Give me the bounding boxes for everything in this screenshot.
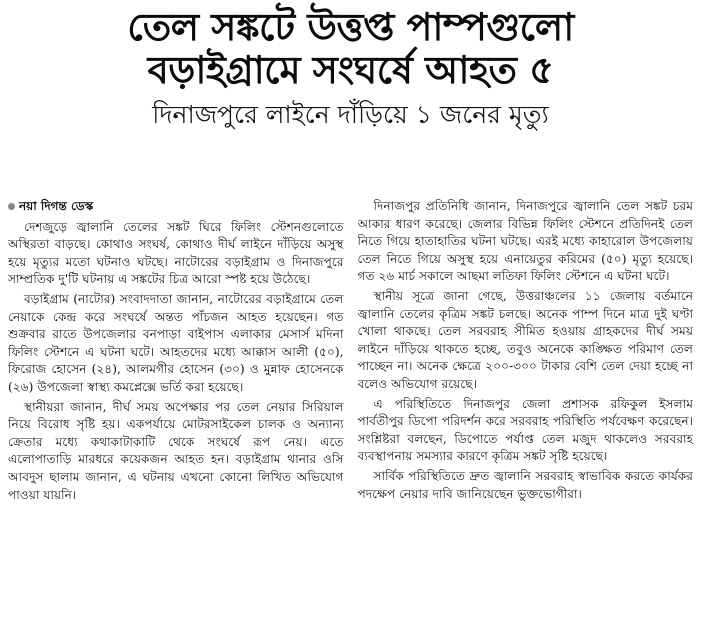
headline-line-1: তেল সঙ্কটে উত্তপ্ত পাম্পগুলো bbox=[127, 5, 574, 49]
byline bbox=[8, 198, 344, 216]
article-column-left bbox=[8, 198, 344, 623]
headline bbox=[8, 6, 693, 91]
article-column-right bbox=[358, 198, 694, 623]
bullet-icon bbox=[8, 203, 15, 210]
paragraph: স্থানীয় সূত্রে জানা গেছে, উত্তরাঞ্চলের ১১ জেলায় বর্তমানে জ্বালানি তেলের কৃত্রিম সঙ্কট চলছে। অনেক পাম্প দিনে মাত্র দুই ঘণ্টা খোলা থাকছে। তেল সরবরাহ সীমিত হওয়ায় গ্রাহকদের দীর্ঘ সময় লাইনে দাঁড়িয়ে থাকতে হচ্ছে, তবুও অনেকে কাঙ্ক্ষিত পরিমাণ তেল পাচ্ছেন না। অনেক ক্ষেত্রে ২০০-৩০০ টাকার বেশি তেল দেয়া হচ্ছে না বলেও অভিযোগ রয়েছে। bbox=[357, 288, 693, 391]
subheadline: দিনাজপুরে লাইনে দাঁড়িয়ে ১ জনের মৃত্যু bbox=[152, 100, 549, 130]
paragraph: স্থানীয়রা জানান, দীর্ঘ সময় অপেক্ষার পর তেল নেয়ার সিরিয়াল নিয়ে বিরোধ সৃষ্টি হয়। একপর্যায়ে মোটরসাইকেল চালক ও অন্যান্য ক্রেতার মধ্যে কথাকাটাকাটি থেকে সংঘর্ষে রূপ নেয়। এতে এলোপাতাড়ি মারধরে কয়েকজন আহত হন। বড়াইগ্রাম থানার ওসি আবদুস ছালাম জানান, এ ঘটনায় এখনো কোনো লিখিত অভিযোগ পাওয়া যায়নি। bbox=[8, 399, 344, 502]
paragraph: দিনাজপুর প্রতিনিধি জানান, দিনাজপুরে জ্বালানি তেল সঙ্কট চরম আকার ধারণ করেছে। জেলার বিভিন্ন ফিলিং স্টেশনে প্রতিদিনই তেল নিতে গিয়ে হাতাহাতির ঘটনা ঘটছে। এরই মধ্যে কাহারোল উপজেলায় তেল নিতে গিয়ে অসুস্থ হয়ে এনায়েতুর করিমের (৫০) মৃত্যু হয়েছে। গত ২৬ মার্চ সকালে আছমা লতিফা ফিলিং স্টেশনে এ ঘটনা ঘটে। bbox=[357, 199, 693, 284]
byline-text: নয়া দিগন্ত ডেস্ক bbox=[19, 199, 94, 213]
paragraph: বড়াইগ্রাম (নাটোর) সংবাদদাতা জানান, নাটোরের বড়াইগ্রামে তেল নেয়াকে কেন্দ্র করে সংঘর্ষে অন্তত পাঁচজন আহত হয়েছেন। গত শুক্রবার রাতে উপজেলার বনপাড়া বাইপাস এলাকার মেসার্স মদিনা ফিলিং স্টেশনে এ ঘটনা ঘটে। আহতদের মধ্যে আক্কাস আলী (৫০), ফিরোজ হোসেন (২৪), আলমগীর হোসেন (৩০) ও মুন্নাফ হোসেনকে (২৬) উপজেলা স্বাস্থ্য কমপ্লেক্সে ভর্তি করা হয়েছে। bbox=[8, 291, 344, 394]
article-body bbox=[8, 198, 693, 623]
paragraph: সার্বিক পরিস্থিতিতে দ্রুত জ্বালানি সরবরাহ স্বাভাবিক করতে কার্যকর পদক্ষেপ নেয়ার দাবি জানিয়েছেন ভুক্তভোগীরা। bbox=[357, 468, 693, 501]
paragraph: এ পরিস্থিতিতে দিনাজপুর জেলা প্রশাসক রফিকুল ইসলাম পার্বতীপুর ডিপো পরিদর্শন করে সরবরাহ পরিস্থিতি পর্যবেক্ষণ করেছেন। সংশ্লিষ্টরা বলছেন, ডিপোতে পর্যাপ্ত তেল মজুদ থাকলেও সরবরাহ ব্যবস্থাপনায় সমস্যার কারণে কৃত্রিম সঙ্কট সৃষ্টি হয়েছে। bbox=[357, 396, 693, 464]
paragraph: দেশজুড়ে জ্বালানি তেলের সঙ্কট ঘিরে ফিলিং স্টেশনগুলোতে অস্থিরতা বাড়ছে। কোথাও সংঘর্ষ, কোথাও দীর্ঘ লাইনে দাঁড়িয়ে অসুস্থ হয়ে মৃত্যুর মতো ঘটনাও ঘটছে। নাটোরের বড়াইগ্রাম ও দিনাজপুরে সাম্প্রতিক দু'টি ঘটনায় এ সঙ্কটের চিত্র আরো স্পষ্ট হয়ে উঠেছে। bbox=[8, 219, 344, 287]
headline-line-2: বড়াইগ্রামে সংঘর্ষে আহত ৫ bbox=[147, 47, 554, 92]
